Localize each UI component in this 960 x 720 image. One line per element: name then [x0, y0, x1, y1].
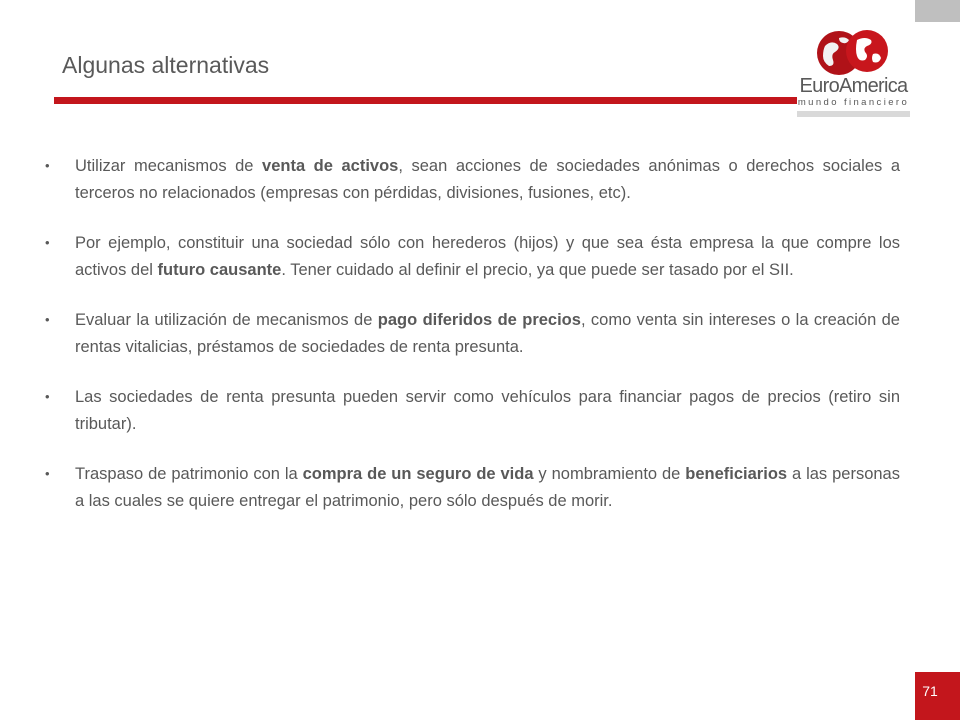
bullet-text: , como venta sin intereses o la creación de rentas vitalicias, préstamos de sociedades de renta presunta. — [75, 311, 900, 356]
bullet-text: Utilizar mecanismos de — [75, 157, 263, 175]
bullet-emphasis: beneficiarios — [685, 465, 788, 483]
page-badge — [915, 672, 960, 720]
bullet-text: Por ejemplo, constituir una sociedad sólo con herederos (hijos) y que sea ésta empresa la que compre los activos del — [75, 234, 900, 279]
logo-tagline: mundo financiero — [797, 97, 910, 108]
bullet-emphasis: compra de un seguro de vida — [302, 465, 534, 483]
bullet-emphasis: futuro causante — [157, 260, 282, 279]
bullet-list — [75, 153, 900, 538]
bullet-emphasis: pago diferidos de precios — [377, 311, 581, 329]
bullet-item — [75, 153, 900, 206]
bullet-text: . Tener cuidado al definir el precio, ya que puede ser tasado por el SII. — [281, 260, 794, 279]
slide-title: Algunas alternativas — [62, 52, 270, 78]
bullet-emphasis: venta de activos — [262, 157, 399, 175]
bullet-text: Evaluar la utilización de mecanismos de — [75, 311, 378, 329]
euroamerica-logo — [797, 22, 910, 117]
title-rule — [54, 97, 910, 104]
bullet-item — [75, 384, 900, 437]
logo-wordmark: EuroAmerica — [799, 75, 908, 97]
bullet-text: , sean acciones de sociedades anónimas o derechos sociales a terceros no relacionados (empresas con pérdidas, divisiones, fusiones, etc). — [75, 157, 900, 202]
page-number: 71 — [922, 683, 938, 699]
corner-tab — [915, 0, 960, 22]
bullet-item — [75, 307, 900, 360]
bullet-item — [75, 230, 900, 283]
bullet-item — [75, 461, 900, 514]
bullet-text: Las sociedades de renta presunta pueden servir como vehículos para financiar pagos de precios (retiro sin tributar). — [75, 388, 900, 433]
bullet-text: y nombramiento de — [533, 465, 686, 483]
bullet-text: Traspaso de patrimonio con la — [75, 465, 303, 483]
globe-logo-icon — [811, 28, 897, 78]
bullet-text: a las personas a las cuales se quiere entregar el patrimonio, pero sólo después de morir. — [75, 465, 900, 510]
logo-underline — [797, 111, 910, 117]
